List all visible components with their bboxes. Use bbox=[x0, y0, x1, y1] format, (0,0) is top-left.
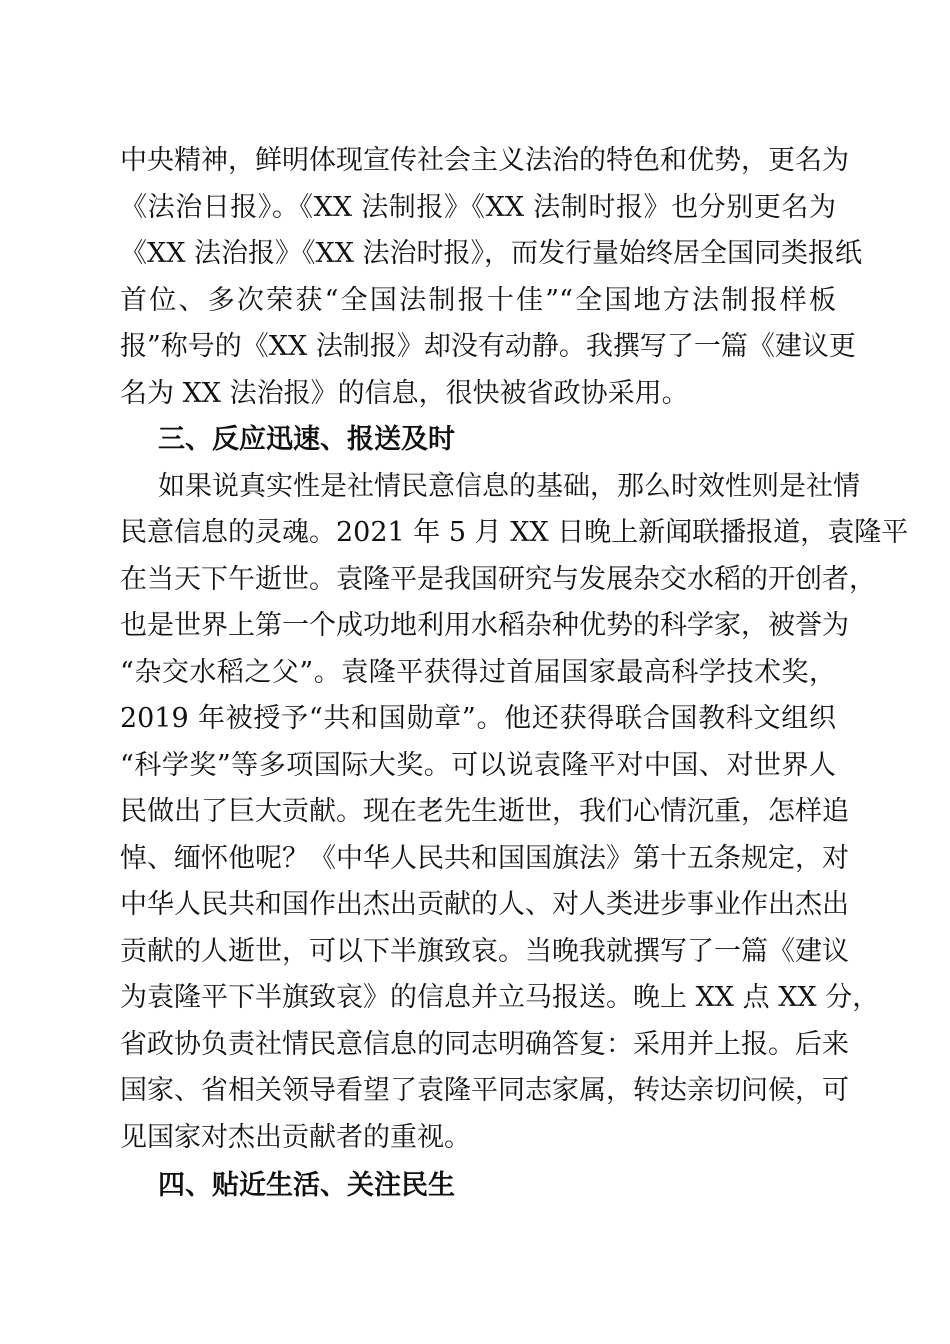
paragraph-line: 见国家对杰出贡献者的重视。 bbox=[120, 1122, 471, 1153]
section-heading-4: 四、贴近生活、关注民生 bbox=[158, 1170, 455, 1201]
paragraph-line: “杂交水稻之父”。袁隆平获得过首届国家最高科学技术奖， bbox=[120, 657, 836, 688]
paragraph-line: 民意信息的灵魂。2021 年 5 月 XX 日晚上新闻联播报道，袁隆平 bbox=[120, 517, 909, 548]
paragraph-line: 中华人民共和国作出杰出贡献的人、对人类进步事业作出杰出 bbox=[120, 889, 849, 920]
paragraph-line: 在当天下午逝世。袁隆平是我国研究与发展杂交水稻的开创者， bbox=[120, 564, 876, 595]
paragraph-line: 中央精神，鲜明体现宣传社会主义法治的特色和优势，更名为 bbox=[120, 145, 849, 176]
paragraph-line: 如果说真实性是社情民意信息的基础，那么时效性则是社情 bbox=[158, 471, 860, 502]
paragraph-line: 民做出了巨大贡献。现在老先生逝世，我们心情沉重，怎样追 bbox=[120, 796, 849, 827]
paragraph-line: “科学奖”等多项国际大奖。可以说袁隆平对中国、对世界人 bbox=[120, 750, 836, 781]
paragraph-line: 报”称号的《XX 法制报》却没有动静。我撰写了一篇《建议更 bbox=[120, 331, 856, 362]
paragraph-line: 贡献的人逝世，可以下半旗致哀。当晚我就撰写了一篇《建议 bbox=[120, 936, 849, 967]
paragraph-line: 也是世界上第一个成功地利用水稻杂种优势的科学家，被誉为 bbox=[120, 610, 849, 641]
paragraph-line: 名为 XX 法治报》的信息，很快被省政协采用。 bbox=[120, 378, 689, 409]
paragraph-line: 国家、省相关领导看望了袁隆平同志家属，转达亲切问候，可 bbox=[120, 1075, 849, 1106]
paragraph-line: 悼、缅怀他呢？《中华人民共和国国旗法》第十五条规定，对 bbox=[120, 843, 849, 874]
paragraph-line: 《法治日报》。《XX 法制报》《XX 法制时报》也分别更名为 bbox=[120, 192, 836, 223]
paragraph-line: 2019 年被授予“共和国勋章”。他还获得联合国教科文组织 bbox=[120, 703, 836, 734]
paragraph-line: 《XX 法治报》《XX 法治时报》，而发行量始终居全国同类报纸 bbox=[120, 238, 863, 269]
paragraph-line: 为袁隆平下半旗致哀》的信息并立马报送。晚上 XX 点 XX 分， bbox=[120, 982, 880, 1013]
paragraph-line: 首位、多次荣获“全国法制报十佳”“全国地方法制报样板 bbox=[120, 285, 836, 316]
paragraph-line: 省政协负责社情民意信息的同志明确答复：采用并上报。后来 bbox=[120, 1029, 849, 1060]
section-heading-3: 三、反应迅速、报送及时 bbox=[158, 424, 455, 455]
